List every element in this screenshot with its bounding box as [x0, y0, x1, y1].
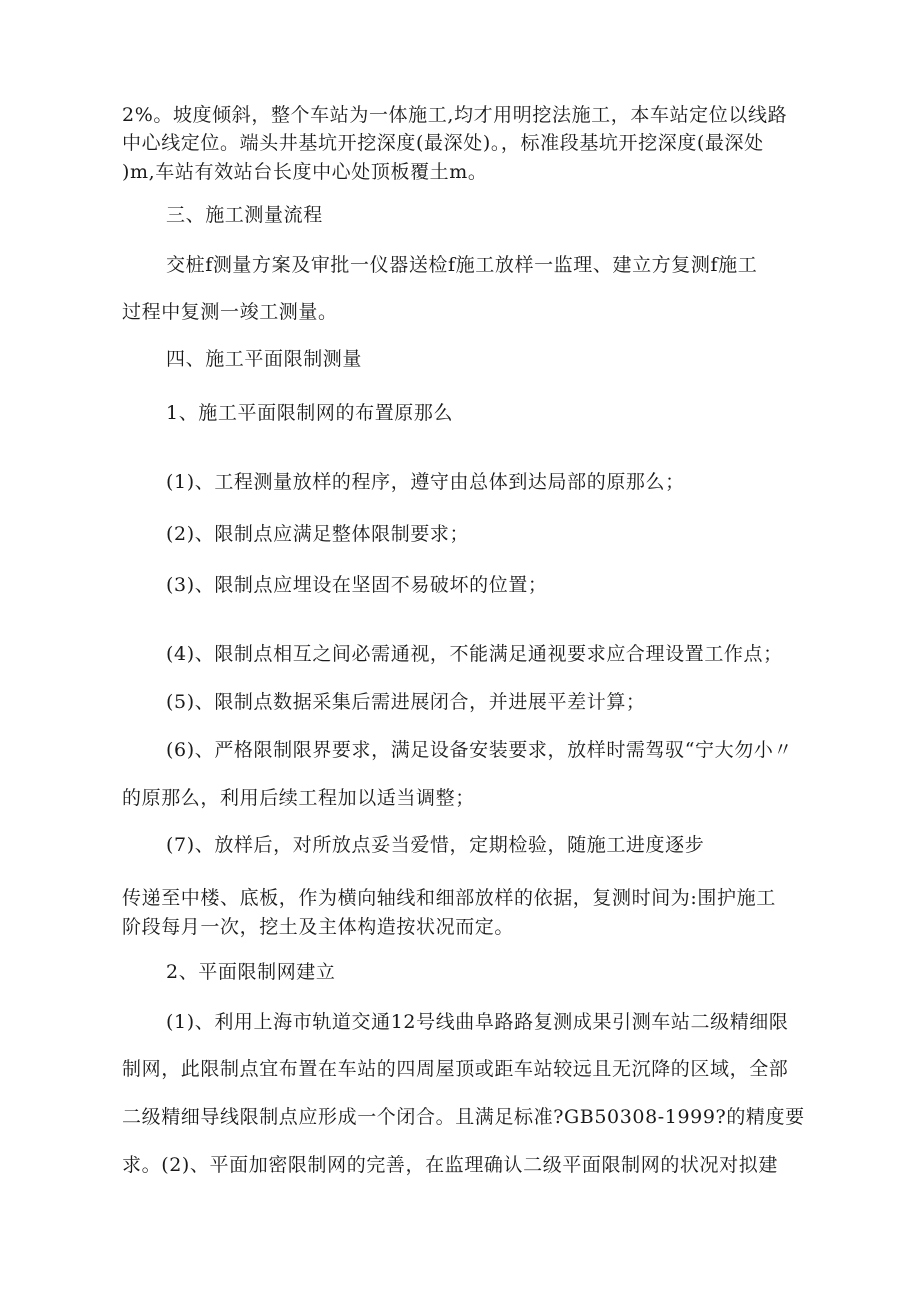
paragraph-line: 中心线定位。端头井基坑开挖深度(最深处)。，标准段基坑开挖深度(最深处	[122, 132, 764, 154]
paragraph-line: )m,车站有效站台长度中心处顶板覆土m。	[122, 161, 488, 183]
list-item: (7)、放样后，对所放点妥当爱惜，定期检验，随施工进度逐步	[166, 834, 705, 856]
subsection-heading: 1、施工平面限制网的布置原那么	[166, 402, 454, 424]
list-item: (2)、限制点应满足整体限制要求；	[166, 523, 470, 545]
paragraph-line: 传递至中楼、底板，作为横向轴线和细部放样的依据，复测时间为:围护施工	[122, 887, 776, 909]
paragraph-line: 2%。坡度倾斜，整个车站为一体施工,均才用明挖法施工，本车站定位以线路	[122, 104, 788, 126]
section-heading: 四、施工平面限制测量	[166, 348, 363, 370]
paragraph-line: 交桩f测量方案及审批一仪器送检f施工放样一监理、建立方复测f施工	[166, 254, 758, 276]
paragraph-line: 制网，此限制点宜布置在车站的四周屋顶或距车站较远且无沉降的区域，全部	[122, 1058, 789, 1080]
list-item: (4)、限制点相互之间必需通视，不能满足通视要求应合理设置工作点；	[166, 643, 783, 665]
list-item: (3)、限制点应埋设在坚固不易破坏的位置；	[166, 574, 548, 596]
list-item: (1)、利用上海市轨道交通12号线曲阜路路复测成果引测车站二级精细限	[166, 1011, 789, 1033]
subsection-heading: 2、平面限制网建立	[166, 961, 336, 983]
paragraph-line: 求。(2)、平面加密限制网的完善，在监理确认二级平面限制网的状况对拟建	[122, 1154, 778, 1176]
paragraph-line: 过程中复测一竣工测量。	[122, 301, 338, 323]
section-heading: 三、施工测量流程	[166, 204, 323, 226]
list-item: (5)、限制点数据采集后需进展闭合，并进展平差计算；	[166, 691, 646, 713]
list-item: (6)、严格限制限界要求，满足设备安装要求，放样时需驾驭“宁大勿小〃	[166, 739, 794, 761]
list-item: (1)、工程测量放样的程序，遵守由总体到达局部的原那么；	[166, 471, 685, 493]
paragraph-line: 阶段每月一次，挖土及主体构造按状况而定。	[122, 916, 515, 938]
paragraph-line: 二级精细导线限制点应形成一个闭合。且满足标准?GB50308-1999?的精度要	[122, 1106, 805, 1128]
paragraph-line: 的原那么，利用后续工程加以适当调整；	[122, 787, 475, 809]
